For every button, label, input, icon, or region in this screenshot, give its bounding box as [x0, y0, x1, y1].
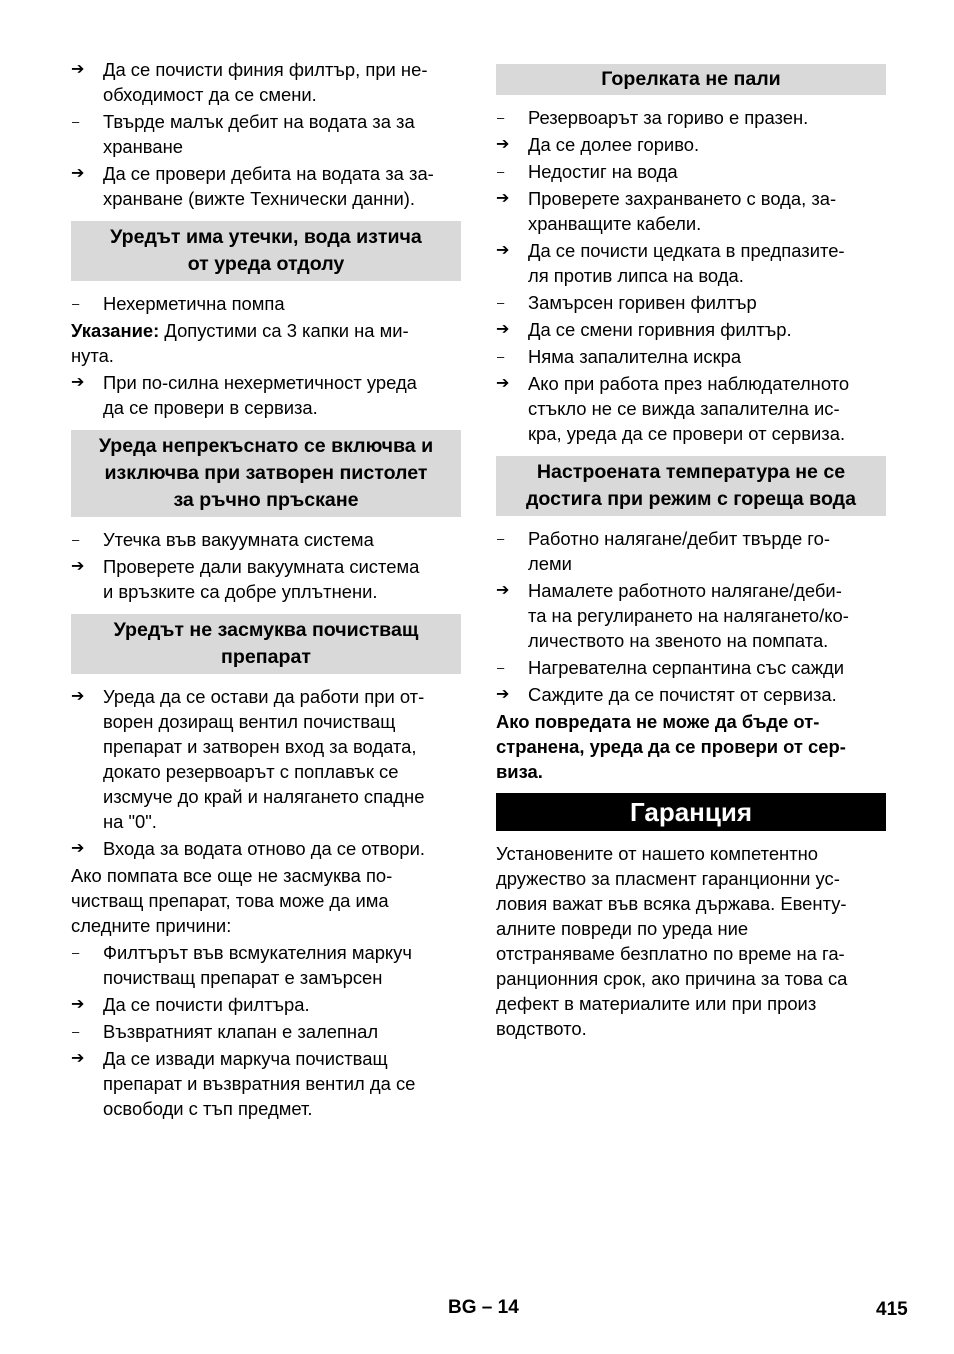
action-item	[71, 554, 461, 604]
text-line: от уреда отдолу	[187, 253, 345, 275]
text-line: Резервоарът за гориво е празен.	[528, 107, 809, 128]
paragraph	[496, 841, 886, 1041]
cause-item	[71, 291, 461, 316]
cause-item	[71, 109, 461, 159]
action-item	[496, 317, 886, 342]
text-line: препарат	[221, 646, 311, 668]
text-line: Да се почисти цедката в предпазите-	[528, 240, 845, 261]
text-line: Ако помпата все още не засмуква по-	[71, 865, 393, 886]
arrow-right-icon: ➔	[71, 840, 85, 857]
paragraph	[71, 863, 461, 938]
text-line: Уредът има утечки, вода изтича	[110, 226, 422, 248]
text-line: Проверете дали вакуумната система	[103, 556, 420, 577]
text-line: Да се почисти финия филтър, при не-	[103, 59, 428, 80]
dash-icon: –	[497, 531, 505, 546]
text-line: личеството на звеното на помпата.	[528, 630, 829, 651]
text-line: хранващите кабели.	[528, 213, 702, 234]
warranty-heading	[496, 793, 886, 831]
action-item	[71, 161, 461, 211]
text-line: да се провери в сервиза.	[103, 397, 318, 418]
cause-item	[496, 105, 886, 130]
note-text: Допустими са 3 капки на ми-	[159, 320, 409, 341]
action-item	[71, 370, 461, 420]
action-item	[496, 186, 886, 236]
bold-paragraph	[496, 709, 886, 784]
page-number: 415	[876, 1299, 908, 1320]
arrow-right-icon: ➔	[71, 996, 85, 1013]
arrow-right-icon: ➔	[496, 375, 510, 392]
arrow-right-icon: ➔	[71, 558, 85, 575]
dash-icon: –	[497, 660, 505, 675]
text-line: освободи с тъп предмет.	[103, 1098, 313, 1119]
cause-item	[496, 290, 886, 315]
dash-icon: –	[72, 1024, 80, 1039]
text-line: Недостиг на вода	[528, 161, 678, 182]
text-line: за ръчно пръскане	[173, 489, 359, 511]
text-line: почистващ препарат е замърсен	[103, 967, 383, 988]
text-line: и връзките са добре уплътнени.	[103, 581, 378, 602]
action-item	[71, 57, 461, 107]
text-line: Възвратният клапан е залепнал	[103, 1021, 379, 1042]
dash-icon: –	[72, 296, 80, 311]
cause-item	[71, 527, 461, 552]
text-line: При по-силна нехерметичност уреда	[103, 372, 417, 393]
arrow-right-icon: ➔	[496, 686, 510, 703]
action-item	[71, 836, 461, 861]
text-line: препарат и затворен вход за водата,	[103, 736, 417, 757]
text-line: препарат и възвратния вентил да се	[103, 1073, 416, 1094]
note-paragraph	[71, 318, 461, 368]
action-item	[71, 992, 461, 1017]
text-line: алните повреди по уреда ние	[496, 918, 749, 939]
text-line: Ако повредата не може да бъде от-	[496, 711, 820, 732]
section-heading	[71, 614, 461, 674]
cause-item	[496, 159, 886, 184]
dash-icon: –	[72, 945, 80, 960]
arrow-right-icon: ➔	[71, 688, 85, 705]
action-item	[496, 682, 886, 707]
arrow-right-icon: ➔	[496, 190, 510, 207]
action-item	[496, 238, 886, 288]
text-line: Да се долее гориво.	[528, 134, 700, 155]
text-line: отстраняваме безплатно по време на га-	[496, 943, 845, 964]
note-label: Указание:	[71, 320, 160, 341]
section-heading	[496, 456, 886, 516]
text-line: Няма запалителна искра	[528, 346, 742, 367]
text-line: изсмуче до край и налягането спадне	[103, 786, 425, 807]
right-column	[496, 57, 886, 1043]
text-line: ранционния срок, ако причина за това са	[496, 968, 848, 989]
arrow-right-icon: ➔	[71, 374, 85, 391]
text-line: ловия важат във всяка държава. Евенту-	[496, 893, 847, 914]
section-heading	[71, 221, 461, 281]
text-line: та на регулирането на налягането/ко-	[528, 605, 849, 626]
dash-icon: –	[497, 110, 505, 125]
text-line: Нехерметична помпа	[103, 293, 285, 314]
text-line: Гаранция	[629, 797, 753, 827]
text-line: Филтърът във всмукателния маркуч	[103, 942, 412, 963]
arrow-right-icon: ➔	[71, 1050, 85, 1067]
text-line: достига при режим с гореща вода	[526, 488, 856, 510]
dash-icon: –	[497, 295, 505, 310]
text-line: нута.	[71, 345, 114, 366]
arrow-right-icon: ➔	[496, 136, 510, 153]
text-line: Уредът не засмуква почистващ	[113, 619, 419, 641]
arrow-right-icon: ➔	[496, 321, 510, 338]
cause-item	[496, 344, 886, 369]
section-heading	[71, 430, 461, 517]
text-line: Саждите да се почистят от сервиза.	[528, 684, 837, 705]
action-item	[71, 684, 461, 834]
text-line: обходимост да се смени.	[103, 84, 317, 105]
text-line: Настроената температура не се	[536, 461, 846, 483]
text-line: Утечка във вакуумната система	[103, 529, 374, 550]
dash-icon: –	[497, 164, 505, 179]
text-line: чистващ препарат, това може да има	[71, 890, 389, 911]
text-line: дефект в материалите или при произ	[496, 993, 817, 1014]
text-line: виза.	[496, 761, 543, 782]
cause-item	[496, 655, 886, 680]
dash-icon: –	[72, 532, 80, 547]
left-column	[71, 57, 461, 1123]
text-line: леми	[528, 553, 572, 574]
text-line: докато резервоарът с поплавък се	[103, 761, 399, 782]
text-line	[71, 318, 461, 343]
text-line: Проверете захранването с вода, за-	[528, 188, 837, 209]
text-line: Твърде малък дебит на водата за за	[103, 111, 415, 132]
text-line: Уреда непрекъснато се включва и	[98, 435, 434, 457]
text-line: следните причини:	[71, 915, 232, 936]
section-heading	[496, 64, 886, 95]
text-line: кра, уреда да се провери от сервиза.	[528, 423, 846, 444]
action-item	[496, 132, 886, 157]
action-item	[496, 578, 886, 653]
text-line: Да се извади маркуча почистващ	[103, 1048, 388, 1069]
text-line: Да се почисти филтъра.	[103, 994, 310, 1015]
arrow-right-icon: ➔	[71, 61, 85, 78]
text-line: хранване	[103, 136, 183, 157]
text-line: Намалете работното налягане/деби-	[528, 580, 842, 601]
text-line: изключва при затворен пистолет	[104, 462, 428, 484]
arrow-right-icon: ➔	[71, 165, 85, 182]
cause-item	[496, 526, 886, 576]
text-line: Замърсен горивен филтър	[528, 292, 757, 313]
text-line: дружество за пласмент гаранционни ус-	[496, 868, 840, 889]
text-line: Работно налягане/дебит твърде го-	[528, 528, 830, 549]
text-line: Да се смени горивния филтър.	[528, 319, 792, 340]
arrow-right-icon: ➔	[496, 582, 510, 599]
arrow-right-icon: ➔	[496, 242, 510, 259]
text-line: на "0".	[103, 811, 157, 832]
action-item	[71, 1046, 461, 1121]
text-line: Установените от нашето компетентно	[496, 843, 819, 864]
text-line: Ако при работа през наблюдателното	[528, 373, 850, 394]
cause-item	[71, 940, 461, 990]
text-line: Уреда да се остави да работи при от-	[103, 686, 425, 707]
text-line: ля против липса на вода.	[528, 265, 744, 286]
text-line: стъкло не се вижда запалителна ис-	[528, 398, 840, 419]
cause-item	[71, 1019, 461, 1044]
text-line: Входа за водата отново да се отвори.	[103, 838, 425, 859]
action-item	[496, 371, 886, 446]
text-line: Нагревателна серпантина със сажди	[528, 657, 845, 678]
dash-icon: –	[72, 114, 80, 129]
footer-label: BG – 14	[448, 1297, 519, 1318]
text-line: Да се провери дебита на водата за за-	[103, 163, 434, 184]
text-line: водството.	[496, 1018, 587, 1039]
text-line: Горелката не пали	[601, 68, 781, 90]
text-line: хранване (вижте Технически данни).	[103, 188, 415, 209]
text-line: странена, уреда да се провери от сер-	[496, 736, 846, 757]
text-line: ворен дозиращ вентил почистващ	[103, 711, 396, 732]
dash-icon: –	[497, 349, 505, 364]
